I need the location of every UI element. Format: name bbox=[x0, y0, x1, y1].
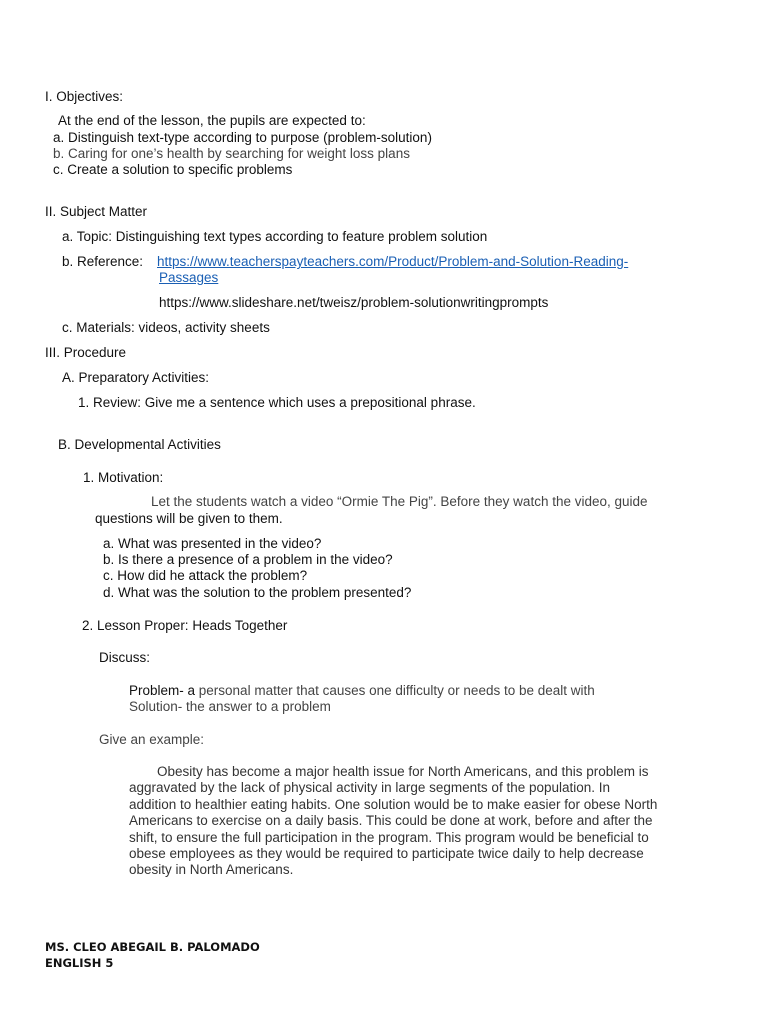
reference-label: b. Reference: bbox=[62, 254, 144, 269]
guide-question: b. Is there a presence of a problem in the video? bbox=[103, 552, 393, 567]
example-line: addition to healthier eating habits. One solution would be to make easier for obese North bbox=[129, 796, 658, 812]
example-line: obesity in North Americans. bbox=[129, 862, 294, 878]
objectives-intro: At the end of the lesson, the pupils are expected to: bbox=[58, 113, 366, 128]
objective-item: c. Create a solution to specific problems bbox=[53, 162, 293, 177]
example-paragraph bbox=[129, 764, 729, 879]
teacher-name: MS. CLEO ABEGAIL B. PALOMADO bbox=[45, 940, 260, 954]
review-line: 1. Review: Give me a sentence which uses a prepositional phrase. bbox=[78, 395, 476, 410]
procedure-heading: III. Procedure bbox=[45, 345, 127, 360]
guide-question: d. What was the solution to the problem presented? bbox=[103, 585, 412, 600]
motivation-text-continued: questions will be given to them. bbox=[95, 511, 283, 526]
problem-definition bbox=[129, 683, 595, 699]
lesson-proper-heading: 2. Lesson Proper: Heads Together bbox=[82, 618, 288, 633]
developmental-heading: B. Developmental Activities bbox=[58, 437, 221, 452]
problem-description: personal matter that causes one difficulty or needs to be dealt with bbox=[195, 683, 595, 698]
subject-matter-heading: II. Subject Matter bbox=[45, 204, 148, 219]
example-line: obese employees as they would be required to participate twice daily to help decrease bbox=[129, 846, 644, 862]
guide-question: c. How did he attack the problem? bbox=[103, 568, 308, 583]
motivation-text: Let the students watch a video “Ormie The Pig”. Before they watch the video, guide bbox=[151, 494, 648, 509]
problem-term: Problem- a bbox=[129, 683, 196, 698]
objective-item: b. Caring for one’s health by searching for weight loss plans bbox=[53, 146, 410, 161]
preparatory-heading: A. Preparatory Activities: bbox=[62, 370, 210, 385]
materials-line: c. Materials: videos, activity sheets bbox=[62, 320, 270, 335]
topic-line: a. Topic: Distinguishing text types according to feature problem solution bbox=[62, 229, 488, 244]
subject-name: ENGLISH 5 bbox=[45, 956, 114, 970]
motivation-heading: 1. Motivation: bbox=[83, 470, 164, 485]
objective-item: a. Distinguish text-type according to purpose (problem-solution) bbox=[53, 130, 432, 145]
reference-link[interactable]: https://www.teacherspayteachers.com/Product/Problem-and-Solution-Reading- bbox=[157, 254, 629, 269]
discuss-label: Discuss: bbox=[99, 650, 151, 665]
guide-question: a. What was presented in the video? bbox=[103, 536, 322, 551]
reference-link-2: https://www.slideshare.net/tweisz/problem-solutionwritingprompts bbox=[159, 295, 549, 310]
example-line: shift, to ensure the full participation in the program. This program would be beneficial to bbox=[129, 829, 649, 845]
solution-definition: Solution- the answer to a problem bbox=[129, 699, 331, 714]
example-line: Obesity has become a major health issue for North Americans, and this problem is bbox=[157, 764, 649, 779]
example-label: Give an example: bbox=[99, 732, 205, 747]
example-line: Americans to exercise on a daily basis. This could be done at work, before and after the bbox=[129, 813, 653, 829]
example-line: aggravated by the lack of physical activity in large segments of the population. In bbox=[129, 780, 611, 796]
objectives-heading: I. Objectives: bbox=[45, 89, 124, 104]
reference-link-continued[interactable]: Passages bbox=[159, 270, 219, 285]
